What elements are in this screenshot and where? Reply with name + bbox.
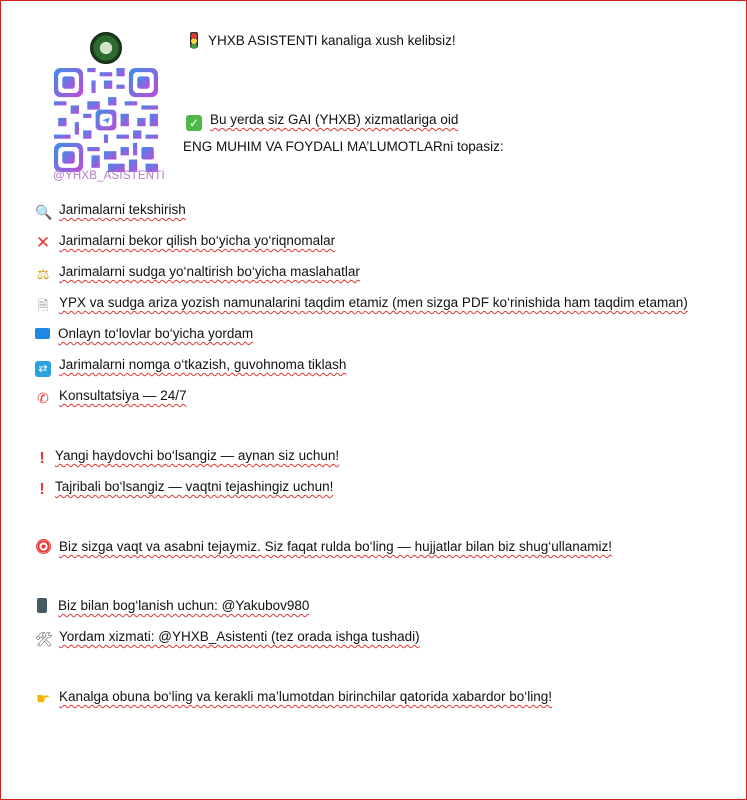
scales-icon: ⚖	[36, 266, 50, 282]
document-icon: 🗎	[37, 297, 49, 313]
exclamation-icon: !	[39, 450, 45, 467]
search-icon: 🔍	[35, 204, 53, 220]
audience-item: ! Tajribali bo‘lsangiz — vaqtni tejashingiz uchun!	[37, 478, 333, 498]
intro-line-2	[183, 138, 504, 156]
credit-card-icon	[35, 328, 50, 339]
service-item: 🗎 YPX va sudga ariza yozish namunalarini taqdim etamiz (men sizga PDF ko‘rinishida ham taqdim etaman)	[35, 294, 688, 313]
promise-line	[36, 538, 612, 556]
check-mark-icon: ✓	[186, 115, 202, 131]
service-item: ⚖ Jarimalarni sudga yo‘naltirish bo‘yicha maslahatlar	[36, 264, 360, 282]
promise-text: Biz sizga vaqt va asabni tejaymiz. Siz faqat rulda bo‘ling — hujjatlar bilan biz shug‘ullanamiz!	[59, 539, 613, 554]
service-item: 🔍 Jarimalarni tekshirish	[35, 202, 186, 220]
service-item: Onlayn to‘lovlar bo‘yicha yordam	[35, 325, 253, 343]
phone-icon: ✆	[37, 390, 49, 406]
police-emblem-icon	[90, 32, 122, 64]
qr-card	[50, 30, 168, 186]
intro-text-2: ENG MUHIM VA FOYDALI MA’LUMOTLARni topasiz:	[183, 139, 504, 154]
traffic-light-icon	[190, 32, 198, 48]
tools-icon: 🛠	[35, 631, 53, 647]
exchange-icon: ⇄	[35, 361, 51, 377]
qr-handle-label: @YHXB_ASISTENTI	[53, 170, 165, 182]
service-item: ✆ Konsultatsiya — 24/7	[35, 387, 187, 406]
target-icon	[36, 539, 51, 554]
welcome-line	[186, 32, 456, 50]
service-item: ⇄ Jarimalarni nomga o‘tkazish, guvohnoma tiklash	[35, 356, 346, 377]
cta-line	[35, 688, 552, 708]
mobile-phone-icon	[37, 598, 47, 613]
support-text: Yordam xizmati: @YHXB_Asistenti (tez orada ishga tushadi)	[59, 629, 420, 644]
support-line	[35, 628, 420, 647]
audience-item: ! Yangi haydovchi bo‘lsangiz — aynan siz uchun!	[37, 447, 339, 467]
welcome-text: YHXB ASISTENTI kanaliga xush kelibsiz!	[208, 33, 456, 48]
exclamation-icon: !	[39, 481, 45, 498]
contact-line	[37, 597, 309, 615]
qr-code-icon	[54, 68, 158, 172]
cta-text: Kanalga obuna bo‘ling va kerakli ma’lumotdan birinchilar qatorida xabardor bo‘ling!	[59, 689, 553, 704]
contact-text: Biz bilan bog‘lanish uchun: @Yakubov980	[58, 598, 310, 613]
intro-text-1: Bu yerda siz GAI (YHXB) xizmatlariga oid	[210, 112, 459, 127]
cross-mark-icon: ✕	[35, 233, 51, 252]
service-item: ✕ Jarimalarni bekor qilish bo‘yicha yo‘riqnomalar	[35, 233, 336, 252]
intro-line-1	[186, 111, 458, 131]
pointing-hand-icon: ☛	[35, 691, 51, 708]
